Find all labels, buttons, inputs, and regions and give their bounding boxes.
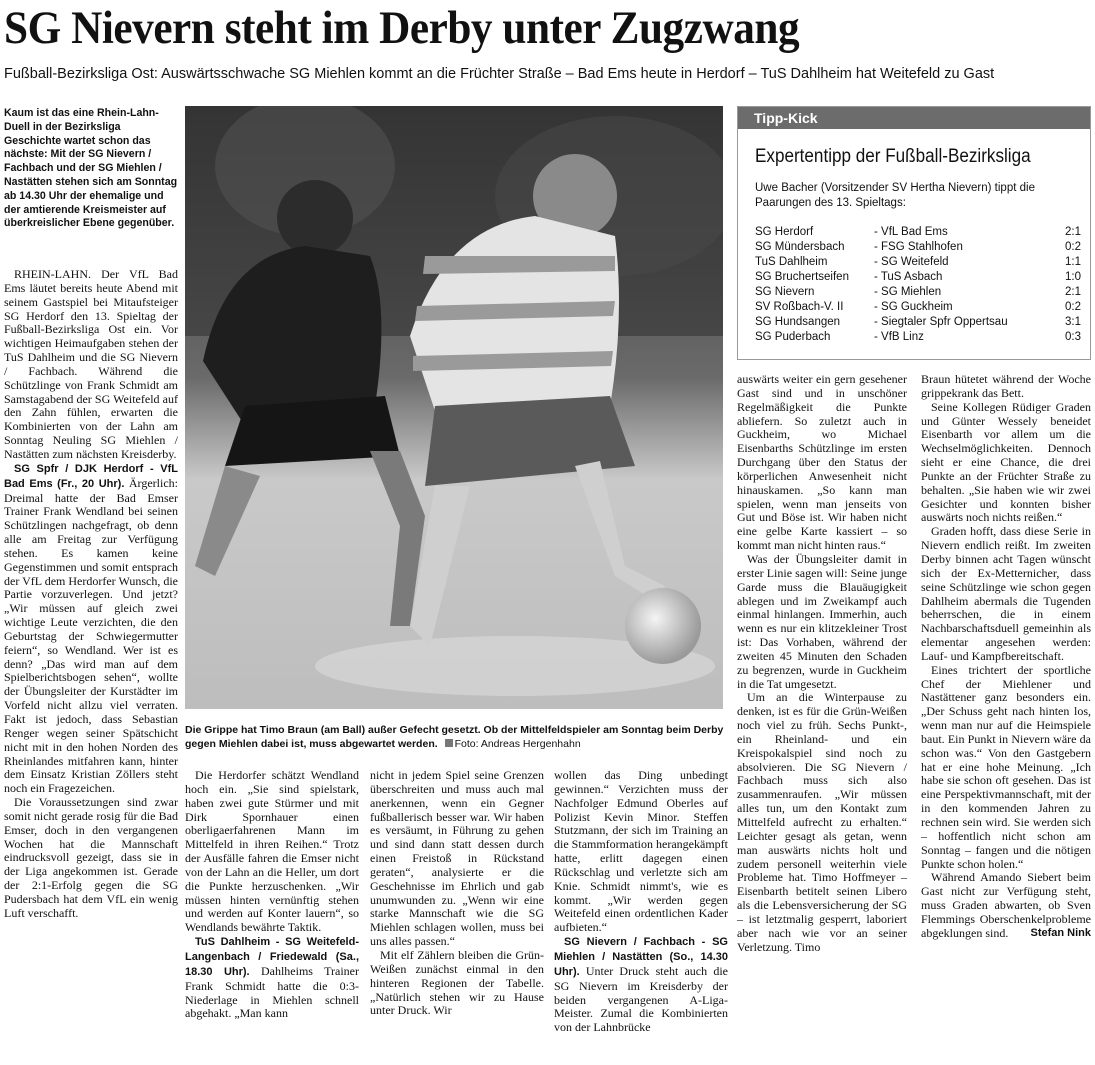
home-team: SG Puderbach <box>755 331 831 343</box>
away-team: - Siegtaler Spfr Oppertsau <box>874 316 1008 328</box>
paragraph: Graden hofft, dass diese Serie in Nievern endlich reißt. Im zweiten Derby binnen acht Tagen wünscht sich der Ex-Metternicher, dass seine Schützlinge wie schon gegen Dahlheim abermals die Tugenden beherrschen, die in einem Nachbarschaftsduell gemeinhin als elementar angesehen werden: Lauf- und Kampfbereitschaft. <box>921 524 1091 663</box>
article-column-5 <box>737 373 907 954</box>
paragraph-text: Unter Druck steht auch die SG Nievern im Kreisderby der beiden vergangenen A-Liga-Meister. Zumal die Kombinierten von der Lahnbrücke <box>554 963 729 1035</box>
home-team: TuS Dahlheim <box>755 256 828 268</box>
author-byline: Stefan Nink <box>1030 926 1091 939</box>
home-team: SG Herdorf <box>755 226 814 238</box>
paragraph: Was der Übungsleiter damit in erster Linie sagen will: Seine junge Garde muss die Blauäugigkeit ablegen und im Zweikampf auch einmal hinlangen. Immerhin, auch wenn es nur ein klitzekleiner Trost ist: Das Vorhaben, während der zweiten 45 Minuten den Schaden zu begrenzen, wurde in Guckheim in die Tat umgesetzt. <box>737 551 907 691</box>
predicted-score: 0:2 <box>1065 241 1081 253</box>
paragraph <box>554 935 728 1035</box>
caption-text: Die Grippe hat Timo Braun (am Ball) außer Gefecht gesetzt. Ob der Mittelfeldspieler am Sonntag beim Derby gegen Miehlen dabei ist, muss abgewartet werden. <box>185 724 724 750</box>
article-column-1 <box>4 268 178 921</box>
match-heading: SG Nievern / Fachbach - SG Miehlen / Nastätten (So., 14.30 Uhr). <box>554 936 728 978</box>
paragraph: wollen das Ding unbedingt gewinnen.“ Verzichten muss der Nachfolger Edmund Oberles auf Polizist Kevin Minor. Steffen Stutzmann, der sich im Training an die Stammformation herangekämpft hatte, erlitt dagegen einen Rückschlag und verletzte sich am Knie. Schmidt nimmt's, wie es kommt. „Wir werden gegen Weitefeld einen ordentlichen Kader aufbieten.“ <box>554 768 728 935</box>
tipp-intro: Uwe Bacher (Vorsitzender SV Hertha Nievern) tippt die Paarungen des 13. Spieltags: <box>755 182 1035 209</box>
table-row <box>755 300 1081 315</box>
paragraph: auswärts weiter ein gern gesehener Gast sind und in unschöner Regelmäßigkeit die Punkte abliefern. So zuletzt auch in Guckheim, wo Michael Eisenbarths Schützlinge im ersten Durchgang über den Status der körperlichen Anwesenheit nicht hinauskamen. „So kann man spielen, wenn man jenseits von Gut und Böse ist. Wir haben nicht eine gelbe Karte kassiert – so kommt man nicht hinten raus.“ <box>737 372 907 553</box>
photo-caption <box>185 723 725 751</box>
match-heading: TuS Dahlheim - SG Weitefeld-Langenbach / Friedewald (Sa., 18.30 Uhr). <box>185 936 359 978</box>
predicted-score: 0:3 <box>1065 331 1081 343</box>
article-lead: Kaum ist das eine Rhein-Lahn-Duell in der Bezirksliga Geschichte wartet schon das nächste: Mit der SG Nievern / Fachbach und der SG Miehlen / Nastätten stehen sich am Sonntag ab 14.30 Uhr der ehemalige und der amtierende Kreismeister auf überkreislicher Ebene gegenüber. <box>4 107 178 230</box>
paragraph: nicht in jedem Spiel seine Grenzen überschreiten und muss auch mal anerkennen, wenn ein Gegner fußballerisch besser war. Wir haben es versäumt, in Führung zu gehen und sind dann statt dessen durch einen Freistoß in Rückstand geraten“, analysierte er die Geschehnisse im Ehrlich und gab unumwunden zu. „Wenn wir eine starke Mannschaft wie die SG Miehlen schlagen wollen, muss bei uns alles passen.“ <box>370 768 544 949</box>
away-team: - FSG Stahlhofen <box>874 241 963 253</box>
predicted-score: 2:1 <box>1065 286 1081 298</box>
paragraph: Braun hütetet während der Woche grippekrank das Bett. <box>921 372 1091 400</box>
home-team: SV Roßbach-V. II <box>755 301 844 313</box>
paragraph: Seine Kollegen Rüdiger Graden und Günter Wessely beneidet Eisenbarth vor allem um die Wechselmöglichkeiten. Dennoch sieht er eine Chance, die drei Punkte an der Früchter Straße zu behalten. „Sie haben wie wir zwei Gesichter und konnten bisher auswärts noch nichts reißen.“ <box>921 399 1091 525</box>
paragraph: Die Voraussetzungen sind zwar somit nicht gerade rosig für die Bad Emser, doch in den vergangenen Wochen hat die Mannschaft eindrucksvoll gezeigt, dass sie in der Liga angekommen ist. Gerade der 2:1-Erfolg gegen die SG Pudersbach hat dem VfL ein wenig Luft verschafft. <box>4 795 178 920</box>
article-column-4 <box>554 769 728 1035</box>
predicted-score: 3:1 <box>1065 316 1081 328</box>
predicted-score: 0:2 <box>1065 301 1081 313</box>
table-row <box>755 330 1081 345</box>
photo-soccer-players <box>185 106 723 709</box>
subheadline: Fußball-Bezirksliga Ost: Auswärtsschwache SG Miehlen kommt an die Früchter Straße – Bad Ems heute in Herdorf – TuS Dahlheim hat Weitefeld zu Gast <box>4 66 995 82</box>
paragraph: Mit elf Zählern bleiben die Grün-Weißen zunächst einmal in den hinteren Regionen der Tabelle. „Natürlich stehen wir zu Hause unter Druck. Wir <box>370 947 544 1018</box>
paragraph <box>185 935 359 1021</box>
table-row <box>755 240 1081 255</box>
paragraph <box>921 871 1091 940</box>
table-row <box>755 270 1081 285</box>
article-column-2 <box>185 769 359 1021</box>
home-team: SG Mündersbach <box>755 241 845 253</box>
paragraph: Die Herdorfer schätzt Wendland hoch ein. „Sie sind spielstark, haben zwei gute Stürmer und mit Dirk Spornhauer einen oberligaerfahrenen Mann im Mittelfeld in ihren Reihen.“ Trotz der Ausfälle fahren die Emser nicht von der Lahn an die Heller, um dort die Punkte herzuschenken. „Wir müssen hinten vernünftig stehen und werden auf Konter lauern“, so Wendlands bewährte Taktik. <box>185 768 359 935</box>
table-row <box>755 285 1081 300</box>
headline: SG Nievern steht im Derby unter Zugzwang <box>4 2 800 54</box>
expert-tip-box <box>737 106 1091 360</box>
away-team: - VfB Linz <box>874 331 924 343</box>
photo-credit: Foto: Andreas Hergenhahn <box>454 738 581 750</box>
home-team: SG Bruchertseifen <box>755 271 849 283</box>
article-column-3 <box>370 769 544 1018</box>
predicted-score: 1:0 <box>1065 271 1081 283</box>
predicted-score: 2:1 <box>1065 226 1081 238</box>
away-team: - SG Miehlen <box>874 286 942 298</box>
away-team: - SG Guckheim <box>874 301 953 313</box>
away-team: - SG Weitefeld <box>874 256 949 268</box>
home-team: SG Hundsangen <box>755 316 841 328</box>
predicted-score: 1:1 <box>1065 256 1081 268</box>
article-column-6 <box>921 373 1091 941</box>
home-team: SG Nievern <box>755 286 815 298</box>
paragraph: Eines trichtert der sportliche Chef der Miehlener und Nastättener ganz besonders ein. „Der Schuss geht nach hinten los, wenn man nur auf die Heimspiele baut. Ein Punkt in Nievern wäre da schon was.“ Von den Gastgebern hat er eine hohe Meinung. „Ich habe sie schon oft gesehen. Das ist eine Perspektivmannschaft, mit der in den kommenden Jahren zu rechnen sein wird. Sie werden sich – hoffentlich nicht schon am Sonntag – fangen und die nötigen Punkte schon holen.“ <box>921 662 1091 871</box>
table-row <box>755 225 1081 240</box>
paragraph: RHEIN-LAHN. Der VfL Bad Ems läutet bereits heute Abend mit seinem Gastspiel bei Mitaufsteiger SG Herdorf den 13. Spieltag der Fußball-Bezirksliga Ost ein. Vor wichtigen Heimaufgaben stehen der TuS Dahlheim und die SG Nievern / Fachbach. Während die Schützlinge von Frank Schmidt am Samstagabend der SG Weitefeld auf den Zahn fühlen, erwarten die Kombinierten von der Lahn am Sonntag Neuling SG Miehlen / Nastätten zum nächsten Kreisderby. <box>4 267 178 461</box>
camera-icon <box>445 739 453 747</box>
paragraph-text: Während Amando Siebert beim Gast nicht zur Verfügung steht, muss Graden abwarten, ob Sven Flemmings Oberschenkelprobleme abgeklungen sind. <box>921 870 1091 940</box>
tipp-table <box>755 225 1081 345</box>
paragraph-text: Ärgerlich: Dreimal hatte der Bad Emser Trainer Frank Wendland bei seinen Schützlingen nachgefragt, ob denn alle am Freitag zur Verfügung stehen. Es kamen keine Gegenstimmen und somit entsprach der VfL dem Herdorfer Wunsch, die Partie vorzuverlegen. Und jetzt? „Wir müssen auf gleich zwei wichtige Leute verzichten, die den Geburtstag der Schwiegermutter feiern“, so Wendland. Wer ist es denn? „Das wird man auf dem Spielberichtsbogen sehen“, wollte der Übungsleiter der Kurstädter im Vorfeld nicht allzu viel verraten. Fakt ist jedoch, dass Sebastian Renger wegen seiner Spätschicht nicht mit in den hohen Norden des Rheinlandes mitfahren kann, hinter dem Einsatz Kristian Zöllers steht noch ein Fragezeichen. <box>4 475 178 796</box>
match-heading: SG Spfr / DJK Herdorf - VfL Bad Ems (Fr., 20 Uhr). <box>4 462 178 490</box>
away-team: - TuS Asbach <box>874 271 943 283</box>
away-team: - VfL Bad Ems <box>874 226 948 238</box>
paragraph: Um an die Winterpause zu denken, ist es für die Grün-Weißen noch viel zu früh. Sechs Punkt-, ein Rheinland- und ein Kreispokalspiel sind noch zu absolvieren. Die SG Nievern / Fachbach muss sich also zusammenraufen. „Wir müssen alles tun, um den Kontakt zum Mittelfeld aufrecht zu erhalten.“ Leichter gesagt als getan, wenn man auswärts nichts holt und zudem personell weiterhin viele Probleme hat. Timo Hoffmeyer – Eisenbarth betitelt seinen Libero als die Lebensversicherung der SG – ist letztmalig gesperrt, laboriert aber nach wie vor an seiner Verletzung. Timo <box>737 690 907 954</box>
tipp-title: Expertentipp der Fußball-Bezirksliga <box>755 146 1031 167</box>
paragraph-text: Dahlheims Trainer Frank Schmidt hatte die 0:3-Niederlage in Miehlen schnell abgehakt. „Man kann <box>185 963 359 1021</box>
table-row <box>755 315 1081 330</box>
tipp-kick-label: Tipp-Kick <box>738 107 1090 129</box>
table-row <box>755 255 1081 270</box>
paragraph <box>4 462 178 796</box>
